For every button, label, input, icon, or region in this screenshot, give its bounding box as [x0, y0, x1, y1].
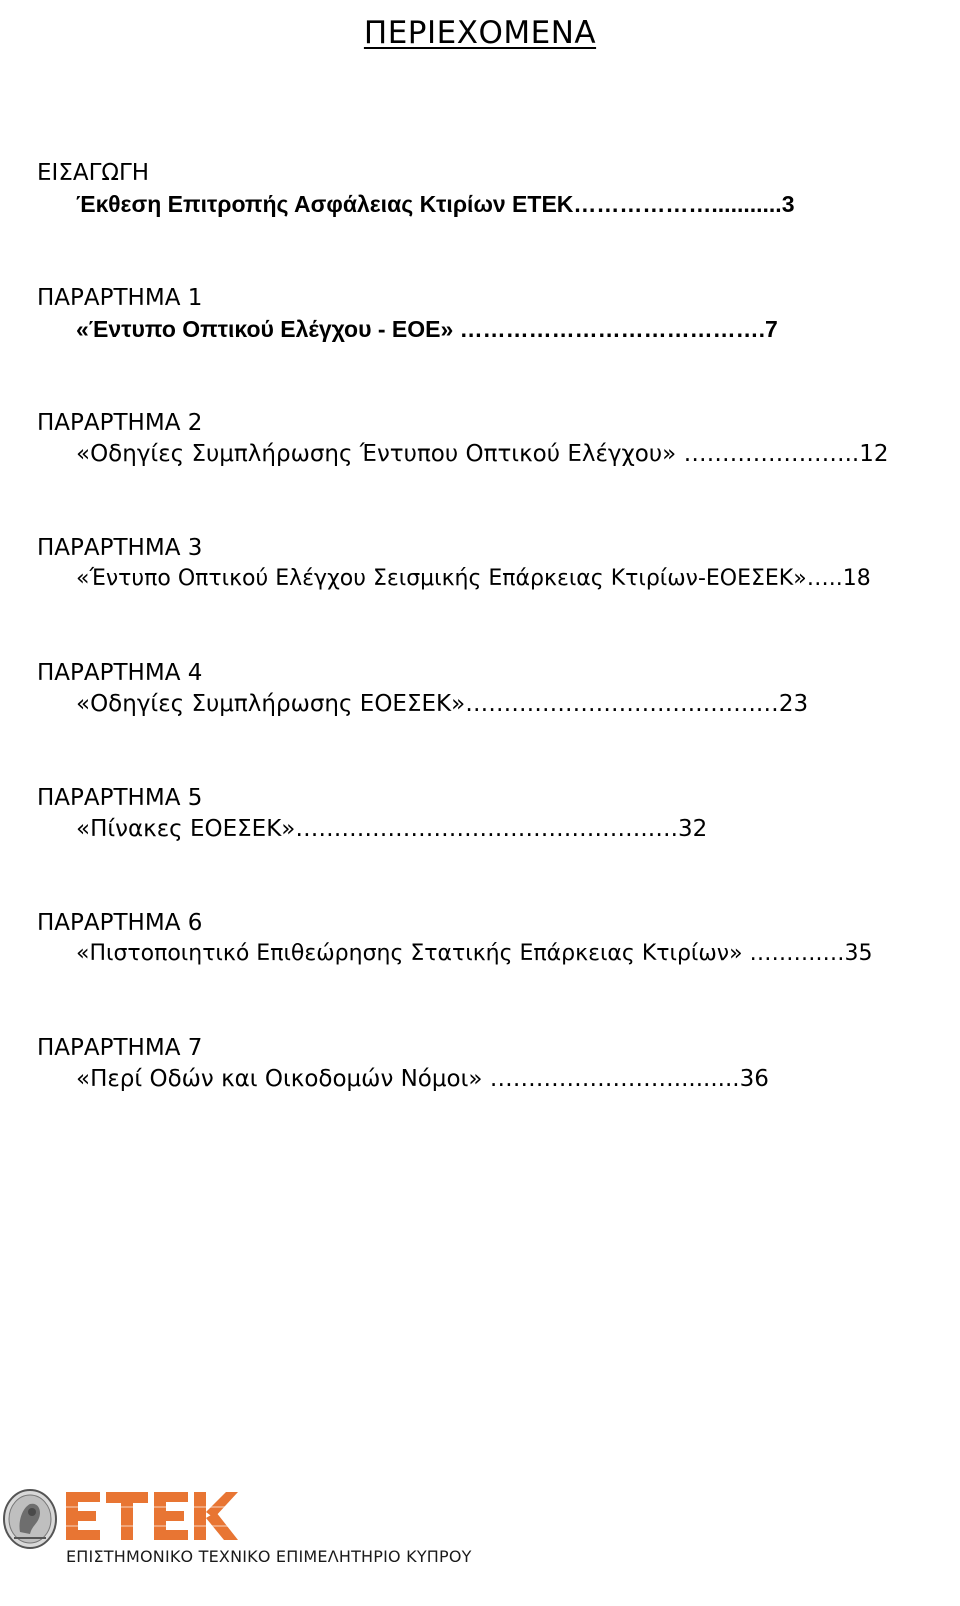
entry-title: «Έντυπο Οπτικού Ελέγχου Σεισμικής Επάρκειας Κτιρίων-ΕΟΕΣΕΚ» — [76, 566, 807, 591]
toc-section-appendix-5 — [0, 783, 960, 908]
section-heading: ΠΑΡΑΡΤΗΜΑ 1 — [37, 285, 203, 311]
entry-title: «Οδηγίες Συμπλήρωσης ΕΟΕΣΕΚ» — [76, 691, 466, 717]
footer-logo — [0, 1484, 960, 1606]
entry-dot-leader: ……….… — [749, 941, 845, 966]
toc-section-appendix-1 — [0, 283, 960, 408]
section-heading: ΠΑΡΑΡΤΗΜΑ 7 — [37, 1035, 203, 1061]
toc-entry[interactable] — [76, 191, 795, 218]
table-of-contents — [0, 158, 960, 1158]
toc-section-appendix-6 — [0, 908, 960, 1033]
toc-entry[interactable] — [76, 316, 778, 343]
toc-entry[interactable] — [76, 691, 808, 717]
toc-entry[interactable] — [76, 566, 871, 591]
entry-dot-leader: ………………........... — [573, 191, 782, 217]
entry-title: «Έντυπο Οπτικού Ελέγχου - ΕΟΕ» — [76, 316, 460, 342]
etek-brand-logo — [66, 1492, 238, 1540]
entry-dot-leader: ………………….. — [683, 441, 860, 467]
entry-page-number: 18 — [842, 566, 871, 591]
section-heading: ΠΑΡΑΡΤΗΜΑ 6 — [37, 910, 203, 936]
entry-dot-leader: ….. — [806, 566, 843, 591]
toc-section-appendix-7 — [0, 1033, 960, 1158]
entry-page-number: 3 — [781, 191, 795, 217]
entry-dot-leader: ……………………………………….…. — [295, 816, 678, 842]
toc-section-appendix-4 — [0, 658, 960, 783]
toc-section-appendix-2 — [0, 408, 960, 533]
entry-title: «Πίνακες ΕΟΕΣΕΚ» — [76, 816, 296, 842]
toc-section-introduction — [0, 158, 960, 283]
ancient-coin-seal-icon — [2, 1488, 58, 1550]
entry-dot-leader: ……………………......... — [489, 1066, 740, 1092]
entry-page-number: 32 — [677, 816, 708, 842]
entry-dot-leader: ………………………….…….… — [465, 691, 779, 717]
page-title — [0, 15, 960, 51]
entry-title: «Οδηγίες Συμπλήρωσης Έντυπου Οπτικού Ελέγχου» — [76, 441, 684, 467]
entry-page-number: 12 — [859, 441, 889, 467]
section-heading: ΕΙΣΑΓΩΓΗ — [37, 160, 150, 186]
toc-entry[interactable] — [76, 941, 873, 966]
organization-name: ΕΠΙΣΤΗΜΟΝΙΚΟ ΤΕΧΝΙΚΟ ΕΠΙΜΕΛΗΤΗΡΙΟ ΚΥΠΡΟΥ — [66, 1547, 472, 1566]
page-title-text: ΠΕΡΙΕΧΟΜΕΝΑ — [363, 14, 597, 51]
section-heading: ΠΑΡΑΡΤΗΜΑ 2 — [37, 410, 203, 436]
entry-page-number: 23 — [778, 691, 809, 717]
entry-title: «Πιστοποιητικό Επιθεώρησης Στατικής Επάρκειας Κτιρίων» — [76, 941, 750, 966]
section-heading: ΠΑΡΑΡΤΗΜΑ 3 — [37, 535, 203, 561]
toc-entry[interactable] — [76, 1066, 769, 1092]
section-heading: ΠΑΡΑΡΤΗΜΑ 4 — [37, 660, 203, 686]
toc-entry[interactable] — [76, 441, 888, 467]
entry-page-number: 35 — [844, 941, 873, 966]
toc-section-appendix-3 — [0, 533, 960, 658]
entry-title: «Περί Οδών και Οικοδομών Νόμοι» — [76, 1066, 490, 1092]
section-heading: ΠΑΡΑΡΤΗΜΑ 5 — [37, 785, 203, 811]
entry-title: Έκθεση Επιτροπής Ασφάλειας Κτιρίων ΕΤΕΚ — [76, 191, 574, 217]
entry-page-number: 7 — [765, 316, 778, 342]
toc-entry[interactable] — [76, 816, 707, 842]
entry-dot-leader: …………………………………. — [459, 316, 766, 342]
entry-page-number: 36 — [739, 1066, 769, 1092]
